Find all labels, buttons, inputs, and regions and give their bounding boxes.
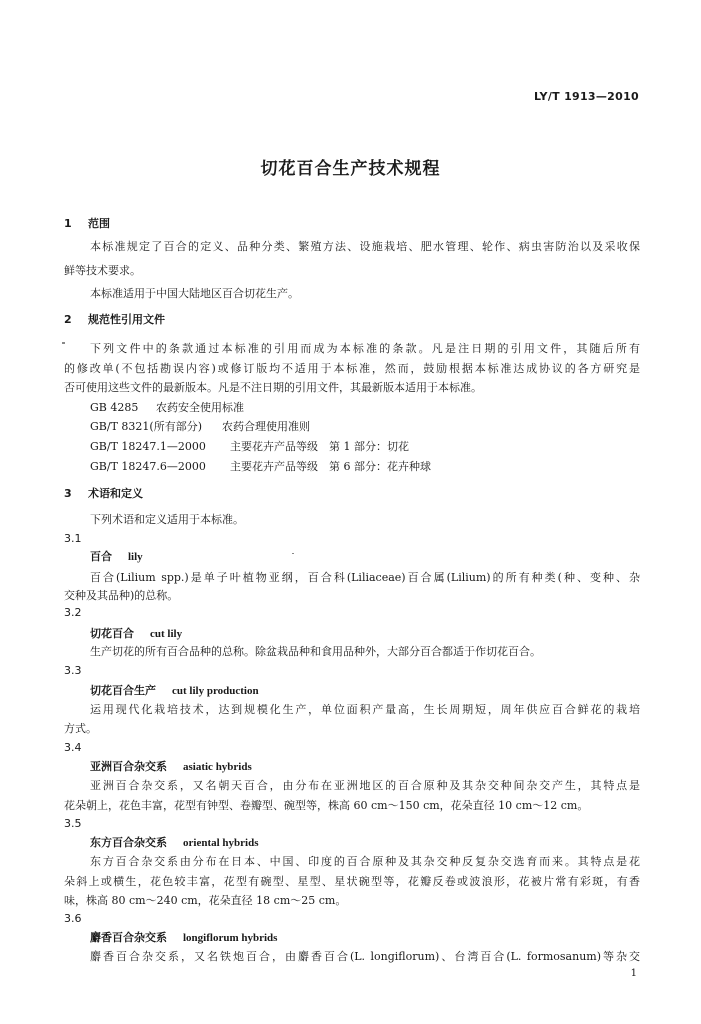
term-en: asiatic hybrids bbox=[183, 761, 252, 773]
definition-line: 花朵朝上，花色丰富，花型有钟型、卷瓣型、碗型等，株高 60 cm～150 cm，花朵直径 10 cm～12 cm。 bbox=[64, 799, 589, 812]
reference-code: GB/T 18247.1—2000 bbox=[90, 440, 206, 453]
paragraph-line: 的修改单(不包括勘误内容)或修订版均不适用于本标准，然而，鼓励根据本标准达成协议的各方研究是 bbox=[64, 362, 640, 375]
term-zh: 切花百合生产 bbox=[90, 684, 156, 697]
term-en: oriental hybrids bbox=[183, 837, 259, 849]
definition-line: 方式。 bbox=[64, 722, 97, 735]
term-number: 3.2 bbox=[64, 606, 82, 619]
reference-item bbox=[90, 420, 640, 433]
section-title: 术语和定义 bbox=[88, 487, 143, 500]
paragraph-line: 鲜等技术要求。 bbox=[64, 264, 141, 277]
term-number: 3.5 bbox=[64, 817, 82, 830]
section-number: 3 bbox=[64, 487, 72, 500]
standard-number: LY/T 1913—2010 bbox=[533, 90, 639, 103]
definition-line: 朵斜上或横生，花色较丰富，花型有碗型、星型、星状碗型等，花瓣反卷或波浪形，花被片常有彩斑，有香 bbox=[64, 875, 640, 888]
reference-item bbox=[90, 440, 640, 453]
paragraph-line: 本标准规定了百合的定义、品种分类、繁殖方法、设施栽培、肥水管理、轮作、病虫害防治以及采收保 bbox=[90, 240, 640, 253]
reference-title: 主要花卉产品等级 第 1 部分：切花 bbox=[230, 440, 409, 453]
section-number: 2 bbox=[64, 313, 72, 326]
section-title: 范围 bbox=[88, 217, 110, 230]
definition-line: 亚洲百合杂交系，又名朝天百合，由分布在亚洲地区的百合原种及其杂交种间杂交产生，其特点是 bbox=[90, 779, 640, 792]
term-zh: 亚洲百合杂交系 bbox=[90, 760, 167, 773]
reference-code: GB/T 8321(所有部分) bbox=[90, 420, 202, 433]
definition-line: 交种及其品种)的总称。 bbox=[64, 589, 179, 602]
term-en: cut lily bbox=[150, 628, 183, 640]
paragraph-line: 否可使用这些文件的最新版本。凡是不注日期的引用文件，其最新版本适用于本标准。 bbox=[64, 381, 482, 394]
paragraph-line: 下列文件中的条款通过本标准的引用而成为本标准的条款。凡是注日期的引用文件，其随后所有 bbox=[90, 342, 640, 355]
term-en: longiflorum hybrids bbox=[183, 932, 278, 944]
definition-line: 百合(Lilium spp.)是单子叶植物亚纲，百合科(Liliaceae)百合属(Lilium)的所有种类(种、变种、杂 bbox=[90, 571, 640, 584]
term-number: 3.4 bbox=[64, 741, 82, 754]
term-number: 3.1 bbox=[64, 532, 82, 545]
reference-title: 主要花卉产品等级 第 6 部分：花卉种球 bbox=[230, 460, 431, 473]
reference-item bbox=[90, 460, 640, 473]
section-3-heading bbox=[64, 487, 640, 500]
reference-item bbox=[90, 401, 640, 414]
paragraph-line: 本标准适用于中国大陆地区百合切花生产。 bbox=[90, 287, 299, 300]
term-zh: 切花百合 bbox=[90, 627, 134, 640]
definition-line: 生产切花的所有百合品种的总称。除盆栽品种和食用品种外，大部分百合都适于作切花百合。 bbox=[90, 645, 541, 658]
term-heading bbox=[90, 836, 640, 850]
term-en: cut lily production bbox=[172, 685, 259, 697]
reference-title: 农药合理使用准则 bbox=[222, 420, 310, 433]
definition-line: 东方百合杂交系由分布在日本、中国、印度的百合原种及其杂交种反复杂交选育而来。其特点是花 bbox=[90, 855, 640, 868]
term-zh: 东方百合杂交系 bbox=[90, 836, 167, 849]
page-number: 1 bbox=[630, 968, 637, 979]
section-title: 规范性引用文件 bbox=[88, 313, 165, 326]
term-zh: 麝香百合杂交系 bbox=[90, 931, 167, 944]
scan-speck bbox=[62, 342, 65, 344]
section-2-heading bbox=[64, 313, 640, 326]
section-1-heading bbox=[64, 217, 640, 230]
term-heading bbox=[90, 627, 640, 641]
term-heading bbox=[90, 550, 640, 564]
term-number: 3.6 bbox=[64, 912, 82, 925]
term-number: 3.3 bbox=[64, 664, 82, 677]
section-number: 1 bbox=[64, 217, 72, 230]
term-heading bbox=[90, 684, 640, 698]
document-title: 切花百合生产技术规程 bbox=[260, 159, 441, 179]
reference-title: 农药安全使用标准 bbox=[156, 401, 244, 414]
term-en: lily bbox=[128, 551, 143, 563]
definition-line: 运用现代化栽培技术，达到规模化生产，单位面积产量高，生长周期短，周年供应百合鲜花的栽培 bbox=[90, 703, 640, 716]
reference-code: GB 4285 bbox=[90, 401, 139, 414]
definition-line: 味，株高 80 cm～240 cm，花朵直径 18 cm～25 cm。 bbox=[64, 894, 347, 907]
definition-line: 麝香百合杂交系，又名铁炮百合，由麝香百合(L. longiflorum)、台湾百合(L. formosanum)等杂交 bbox=[90, 950, 640, 963]
reference-code: GB/T 18247.6—2000 bbox=[90, 460, 206, 473]
term-heading bbox=[90, 760, 640, 774]
paragraph-line: 下列术语和定义适用于本标准。 bbox=[90, 513, 244, 526]
term-heading bbox=[90, 931, 640, 945]
term-zh: 百合 bbox=[90, 550, 112, 563]
scan-speck bbox=[292, 553, 294, 554]
